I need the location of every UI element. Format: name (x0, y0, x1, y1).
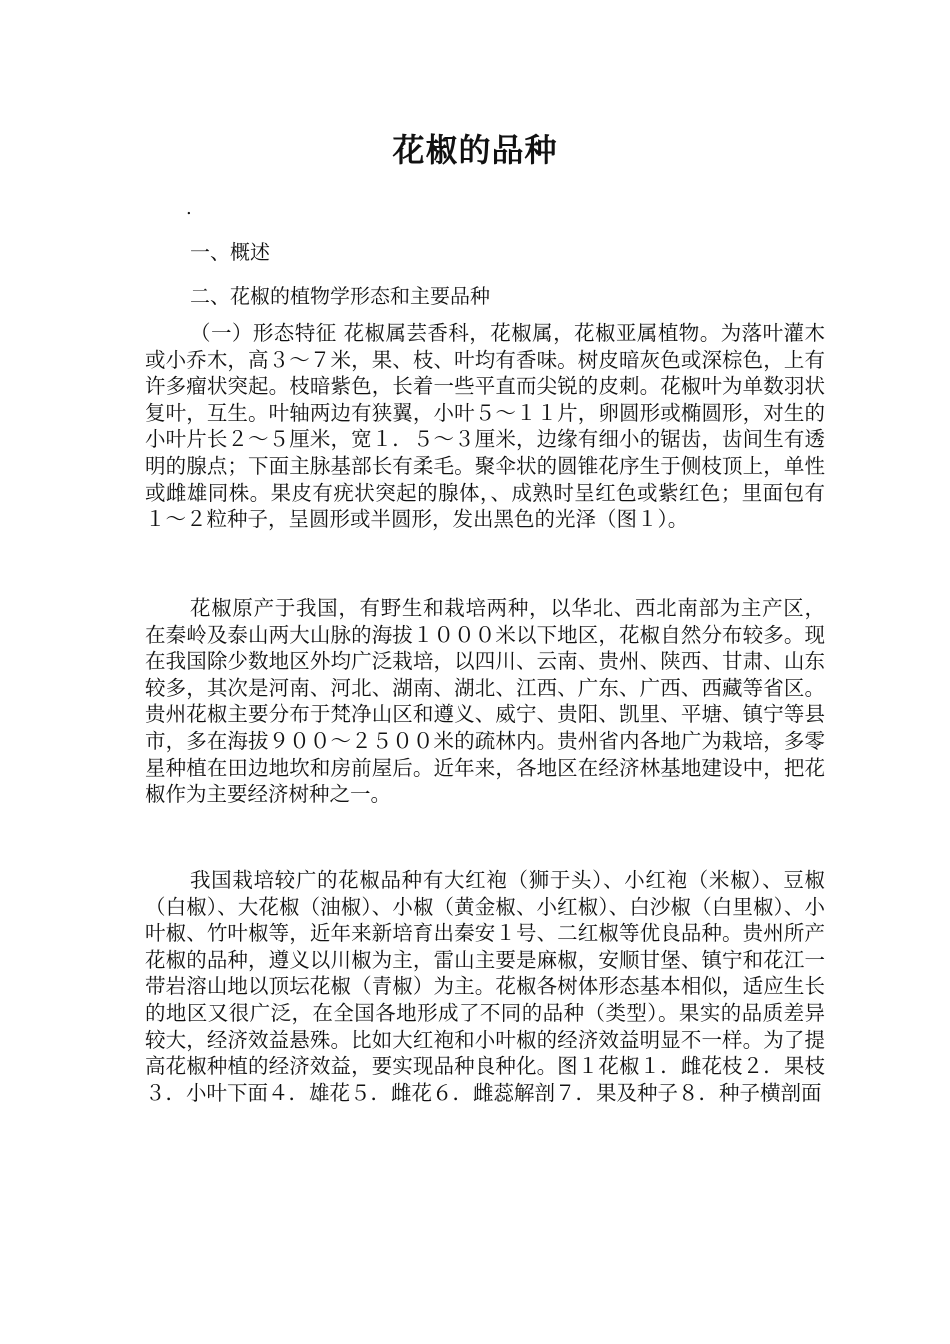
paragraph-morphology: （一）形态特征 花椒属芸香科，花椒属，花椒亚属植物。为落叶灌木或小乔木，高３～７米，果、枝、叶均有香味。树皮暗灰色或深棕色，上有许多瘤状突起。枝暗紫色，长着一些平直而尖锐的皮刺。花椒叶为单数羽状复叶，互生。叶轴两边有狭翼，小叶５～１１片，卵圆形或椭圆形，对生的小叶片长２～５厘米，宽１．５～３厘米，边缘有细小的锯齿，齿间生有透明的腺点；下面主脉基部长有柔毛。聚伞状的圆锥花序生于侧枝顶上，单性或雌雄同株。果皮有疣状突起的腺体，、成熟时呈红色或紫红色；里面包有１～２粒种子，呈圆形或半圆形，发出黑色的光泽（图１）。 (145, 321, 825, 532)
paragraph-varieties: 我国栽培较广的花椒品种有大红袍（狮于头）、小红袍（米椒）、豆椒（白椒）、大花椒（油椒）、小椒（黄金椒、小红椒）、白沙椒（白里椒）、小叶椒、竹叶椒等，近年来新培育出秦安１号、二红椒等优良品种。贵州所产花椒的品种，遵义以川椒为主，雷山主要是麻椒，安顺甘堡、镇宁和花江一带岩溶山地以顶坛花椒（青椒）为主。花椒各树体形态基本相似，适应生长的地区又很广泛，在全国各地形成了不同的品种（类型）。果实的品质差异较大，经济效益悬殊。比如大红袍和小叶椒的经济效益明显不一样。为了提高花椒种植的经济效益，要实现品种良种化。图１花椒１．雌花枝２．果枝３．小叶下面４．雄花５．雌花６．雌蕊解剖７．果及种子８．种子横剖面 (145, 868, 825, 1105)
page-title: 花椒的品种 (392, 131, 558, 169)
paragraph-distribution: 花椒原产于我国，有野生和栽培两种，以华北、西北南部为主产区，在秦岭及泰山两大山脉的海拔１０００米以下地区，花椒自然分布较多。现在我国除少数地区外均广泛栽培，以四川、云南、贵州、陕西、甘肃、山东较多，其次是河南、河北、湖南、湖北、江西、广东、广西、西藏等省区。贵州花椒主要分布于梵净山区和遵义、威宁、贵阳、凯里、平塘、镇宁等县市，多在海拔９００～２５００米的疏林内。贵州省内各地广为栽培，多零星种植在田边地坎和房前屋后。近年来，各地区在经济林基地建设中，把花椒作为主要经济树种之一。 (145, 596, 825, 807)
section-heading-overview: 一、概述 (190, 240, 270, 264)
dot-marker: . (186, 198, 192, 219)
section-heading-morphology: 二、花椒的植物学形态和主要品种 (190, 284, 490, 308)
